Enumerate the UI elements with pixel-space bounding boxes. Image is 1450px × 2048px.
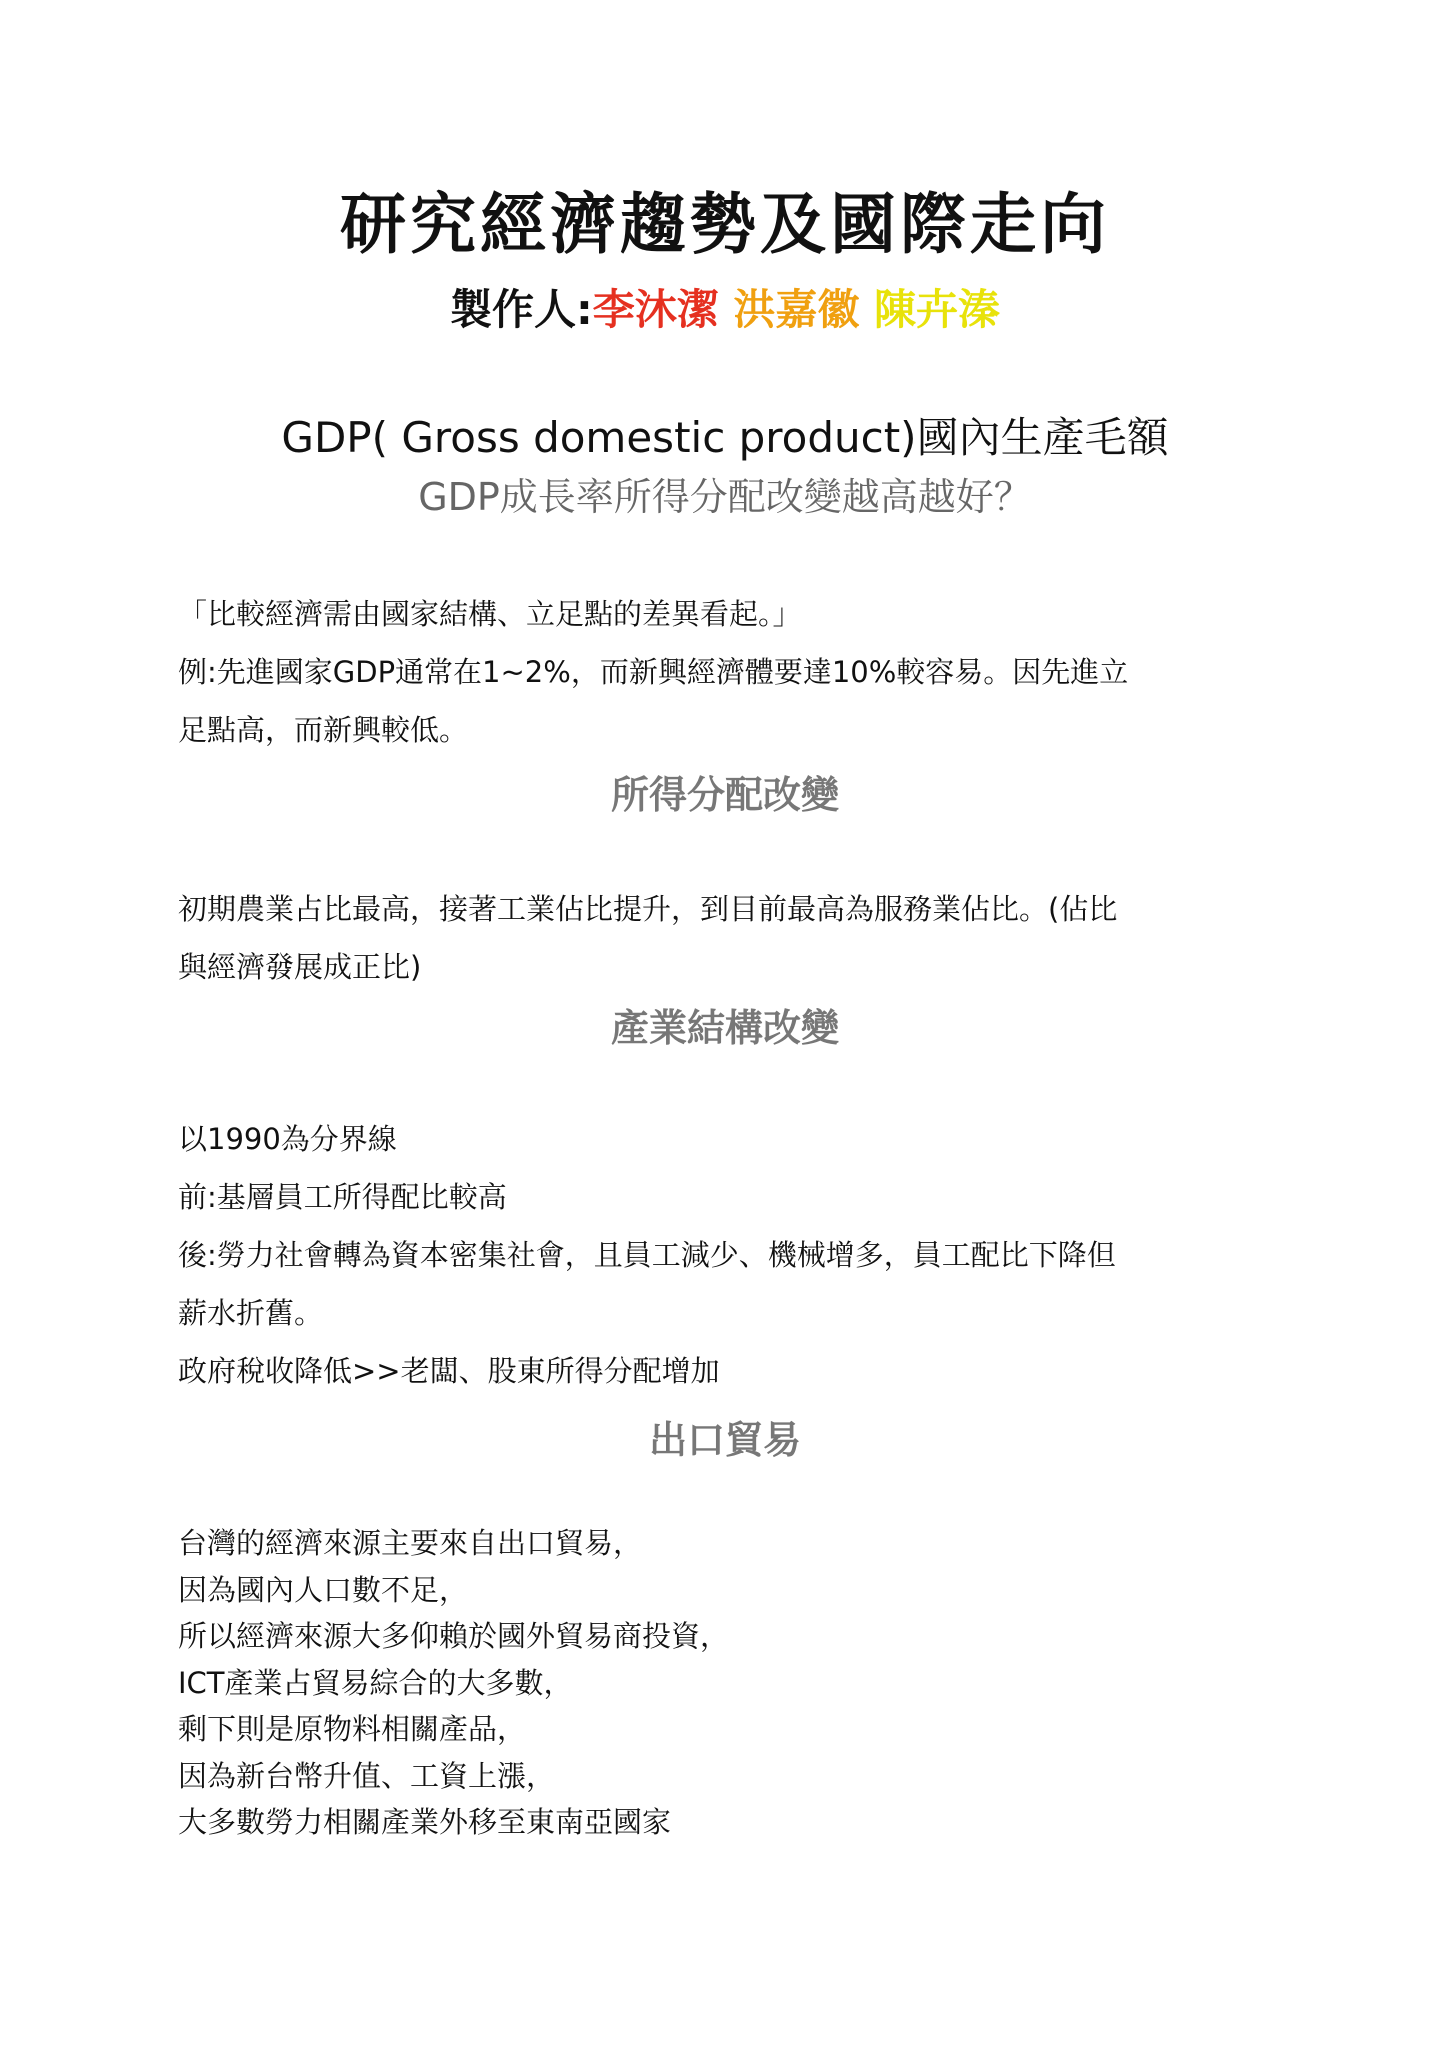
- intro-line: 「比較經濟需由國家結構、立足點的差異看起。」: [178, 597, 802, 631]
- page-title: 研究經濟趨勢及國際走向: [340, 186, 1110, 263]
- paragraph-line: 與經濟發展成正比): [178, 950, 422, 984]
- authors-prefix: 製作人:: [449, 285, 593, 334]
- intro-line: 例:先進國家GDP通常在1~2%，而新興經濟體要達10%較容易。因先進立: [178, 655, 1129, 689]
- intro-line: 足點高，而新興較低。: [178, 713, 469, 747]
- paragraph-line: 因為國內人口數不足，: [178, 1572, 469, 1607]
- paragraph-line: 政府稅收降低>>老闆、股東所得分配增加: [178, 1354, 720, 1388]
- section-heading-export: 出口貿易: [648, 1418, 801, 1462]
- authors-line: [0, 282, 1450, 338]
- paragraph-line: 剩下則是原物料相關產品，: [178, 1712, 527, 1746]
- paragraph-line: 因為新台幣升值、工資上漲，: [178, 1758, 556, 1793]
- section-export-text: [178, 1520, 1288, 1846]
- gdp-subtitle: GDP成長率所得分配改變越高越好？: [418, 475, 1032, 519]
- intro-paragraph: [178, 585, 1288, 759]
- author-1: 李沐潔: [592, 285, 719, 334]
- paragraph-line: 初期農業占比最高，接著工業佔比提升，到目前最高為服務業佔比。(佔比: [178, 892, 1118, 926]
- paragraph-line: 前:基層員工所得配比較高: [178, 1180, 507, 1214]
- section-income-text: [178, 880, 1288, 996]
- paragraph-line: 所以經濟來源大多仰賴於國外貿易商投資，: [178, 1619, 730, 1653]
- section-heading-industry: 產業結構改變: [610, 1006, 839, 1050]
- gdp-title: GDP( Gross domestic product)國內生產毛額: [281, 413, 1169, 462]
- section-industry-text: [178, 1110, 1288, 1400]
- paragraph-line: 以1990為分界線: [178, 1122, 397, 1156]
- paragraph-line: 台灣的經濟來源主要來自出口貿易，: [178, 1526, 643, 1560]
- paragraph-line: 大多數勞力相關產業外移至東南亞國家: [178, 1805, 672, 1839]
- paragraph-line: 後:勞力社會轉為資本密集社會，且員工減少、機械增多，員工配比下降但: [178, 1238, 1116, 1272]
- author-2: 洪嘉徽: [733, 285, 860, 334]
- paragraph-line: 薪水折舊。: [178, 1296, 324, 1330]
- paragraph-line: ICT產業占貿易綜合的大多數，: [178, 1665, 573, 1700]
- author-3: 陳卉溱: [874, 285, 1001, 334]
- section-heading-income: 所得分配改變: [610, 773, 839, 817]
